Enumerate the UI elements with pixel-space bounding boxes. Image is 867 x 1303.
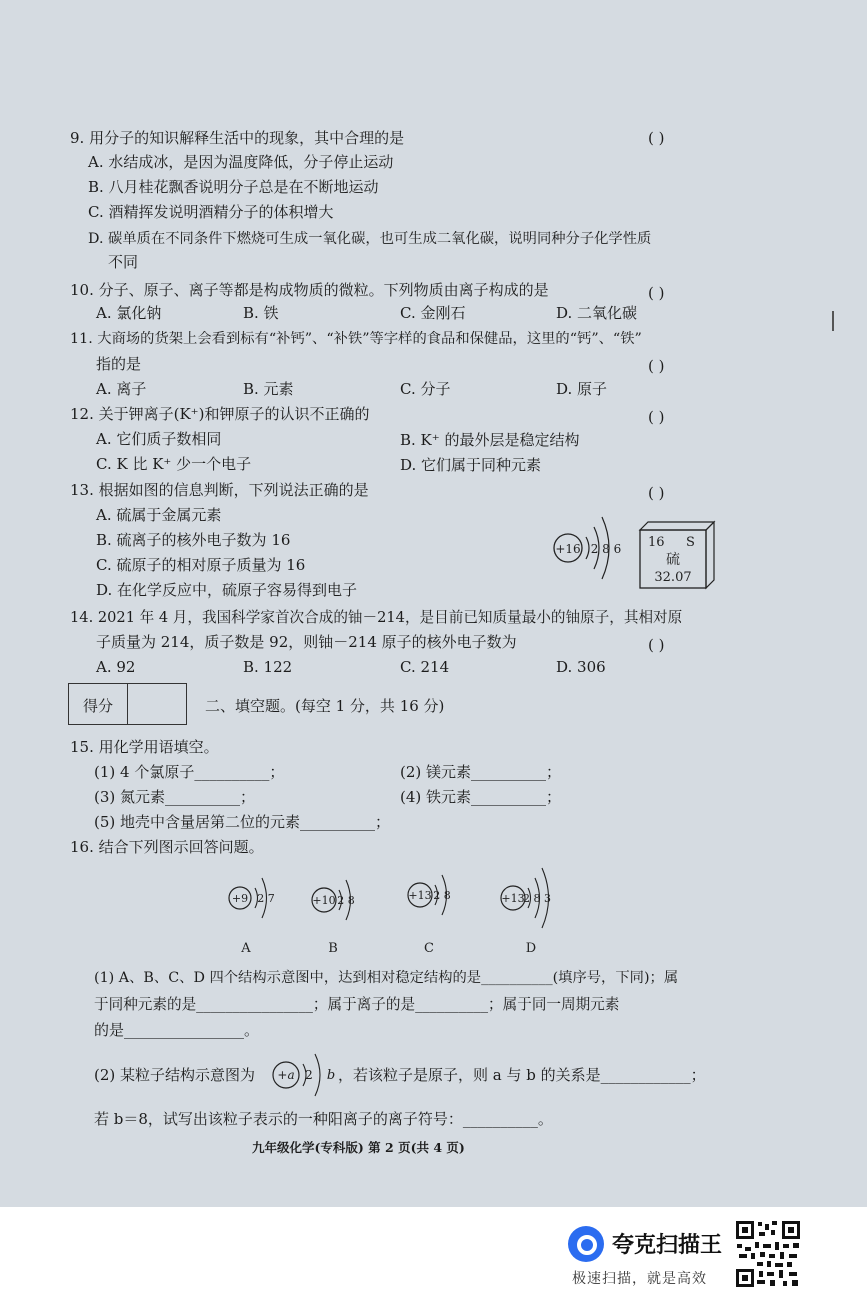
q10-option-a: A. 氯化钠	[96, 304, 162, 322]
q10-answer-paren: ( )	[648, 284, 665, 302]
q12-answer-paren: ( )	[648, 408, 665, 426]
q14-option-d: D. 306	[556, 658, 606, 676]
q16-part1-line3: 的是________________。	[94, 1021, 260, 1039]
atom-d-label: D	[525, 941, 537, 956]
q9-option-a: A. 水结成冰，是因为温度降低，分子停止运动	[88, 153, 394, 171]
q14-stem-cont: 子质量为 214，质子数是 92，则铀－214 原子的核外电子数为	[96, 633, 517, 651]
atom-a-nucleus: +9	[231, 892, 249, 905]
q10-stem: 10. 分子、原子、离子等都是构成物质的微粒。下列物质由离子构成的是	[70, 281, 549, 299]
particle-shell-1: 2	[305, 1068, 313, 1082]
sulfur-nucleus-charge: +16	[555, 542, 581, 556]
atom-c-shells: 2 8	[433, 889, 451, 902]
particle-nucleus: +a	[277, 1068, 295, 1082]
q14-option-b: B. 122	[243, 658, 293, 676]
atom-diagram-c	[408, 875, 451, 956]
q16-part1-line1: (1) A、B、C、D 四个结构示意图中，达到相对稳定结构的是__________(填序号，下同)；属	[94, 970, 679, 986]
q14-option-c: C. 214	[400, 658, 450, 676]
score-label-cell	[69, 684, 128, 724]
atom-diagram-b	[312, 880, 355, 956]
scanner-slogan: 极速扫描，就是高效	[572, 1271, 707, 1287]
q9-option-b: B. 八月桂花飘香说明分子总是在不断地运动	[88, 178, 379, 196]
sulfur-atom-structure-diagram	[548, 508, 628, 588]
atom-diagram-d	[501, 868, 551, 956]
qr-code-icon	[735, 1220, 801, 1288]
q11-option-d: D. 原子	[556, 380, 608, 398]
sulfur-element-name: 硫	[666, 552, 680, 568]
page-footer: 九年级化学(专科版) 第 2 页(共 4 页)	[252, 1140, 465, 1155]
particle-shell-2: b	[326, 1068, 336, 1083]
q13-option-d: D. 在化学反应中，硫原子容易得到电子	[96, 581, 358, 599]
q11-option-b: B. 元素	[243, 380, 294, 398]
q16-atom-diagrams	[220, 862, 580, 962]
scanner-app-name: 夸克扫描王	[612, 1233, 723, 1258]
atom-a-label: A	[241, 941, 251, 956]
section2-title: 二、填空题。(每空 1 分，共 16 分)	[205, 697, 445, 715]
atom-b-nucleus: +10	[312, 894, 336, 907]
q9-stem: 9. 用分子的知识解释生活中的现象，其中合理的是	[70, 129, 405, 147]
q12-option-c: C. K 比 K⁺ 少一个电子	[96, 455, 252, 473]
q10-option-c: C. 金刚石	[400, 304, 466, 322]
q14-stem: 14. 2021 年 4 月，我国科学家首次合成的铀－214，是目前已知质量最小的铀原子，其相对原	[70, 609, 683, 626]
q12-stem: 12. 关于钾离子(K⁺)和钾原子的认识不正确的	[70, 405, 370, 423]
q9-option-d: D. 碳单质在不同条件下燃烧可生成一氧化碳，也可生成二氧化碳，说明同种分子化学性质	[88, 231, 652, 247]
atom-a-shells: 2 7	[257, 892, 275, 905]
q15-item-4: (4) 铁元素__________；	[400, 788, 562, 806]
q16-part2-suffix: ，若该粒子是原子，则 a 与 b 的关系是____________；	[338, 1066, 706, 1084]
q11-option-c: C. 分子	[400, 380, 451, 398]
q13-option-b: B. 硫离子的核外电子数为 16	[96, 531, 291, 549]
sulfur-element-card	[636, 518, 718, 590]
q13-stem: 13. 根据如图的信息判断，下列说法正确的是	[70, 481, 369, 499]
q10-option-d: D. 二氧化碳	[556, 304, 638, 322]
atom-b-shells: 2 8	[337, 894, 355, 907]
q11-option-a: A. 离子	[96, 380, 147, 398]
q11-stem: 11. 大商场的货架上会看到标有“补钙”、“补铁”等字样的食品和保健品，这里的“钙”、“铁”	[70, 331, 642, 347]
atom-d-nucleus: +13	[501, 892, 525, 905]
q9-option-d-cont: 不同	[108, 253, 139, 271]
q16-part2-prefix: (2) 某粒子结构示意图为	[94, 1066, 256, 1084]
q12-option-a: A. 它们质子数相同	[96, 430, 222, 448]
q16-part1-line2: 于同种元素的是________________；属于离子的是__________；属于同一周期元素	[94, 996, 620, 1013]
atom-c-label: C	[424, 941, 434, 956]
q14-answer-paren: ( )	[648, 636, 665, 654]
score-box	[68, 683, 187, 725]
q13-answer-paren: ( )	[648, 484, 665, 502]
q16-particle-diagram	[270, 1049, 344, 1101]
q14-option-a: A. 92	[96, 658, 136, 676]
atom-d-shells: 2 8 3	[523, 892, 551, 905]
q15-item-2: (2) 镁元素__________；	[400, 763, 562, 781]
q15-item-5: (5) 地壳中含量居第二位的元素__________；	[94, 813, 391, 831]
q16-stem: 16. 结合下列图示回答问题。	[70, 838, 264, 856]
q13-option-a: A. 硫属于金属元素	[96, 506, 222, 524]
sulfur-shell-electrons: 2 8 6	[590, 542, 622, 556]
q11-stem-cont: 指的是	[96, 355, 142, 373]
scan-margin-mark	[832, 311, 834, 331]
q9-answer-paren: ( )	[648, 129, 665, 147]
sulfur-atomic-mass: 32.07	[654, 570, 692, 585]
q9-option-c: C. 酒精挥发说明酒精分子的体积增大	[88, 203, 334, 221]
q16-part2-line2: 若 b＝8，试写出该粒子表示的一种阳离子的离子符号：__________。	[94, 1110, 553, 1128]
q10-option-b: B. 铁	[243, 304, 279, 322]
atom-c-nucleus: +13	[408, 889, 432, 902]
atom-b-label: B	[328, 941, 338, 956]
q15-item-1: (1) 4 个氯原子__________；	[94, 763, 285, 781]
scanner-brand	[568, 1222, 728, 1292]
q15-stem: 15. 用化学用语填空。	[70, 738, 219, 756]
q15-item-3: (3) 氮元素__________；	[94, 788, 256, 806]
q11-answer-paren: ( )	[648, 357, 665, 375]
score-label: 得分	[83, 697, 114, 715]
q12-option-b: B. K⁺ 的最外层是稳定结构	[400, 431, 580, 449]
q12-option-d: D. 它们属于同种元素	[400, 456, 542, 474]
q13-option-c: C. 硫原子的相对原子质量为 16	[96, 556, 306, 574]
sulfur-atomic-number: 16	[648, 535, 665, 550]
sulfur-symbol: S	[686, 535, 695, 550]
atom-diagram-a	[229, 878, 275, 956]
scanner-logo-icon	[568, 1226, 604, 1262]
